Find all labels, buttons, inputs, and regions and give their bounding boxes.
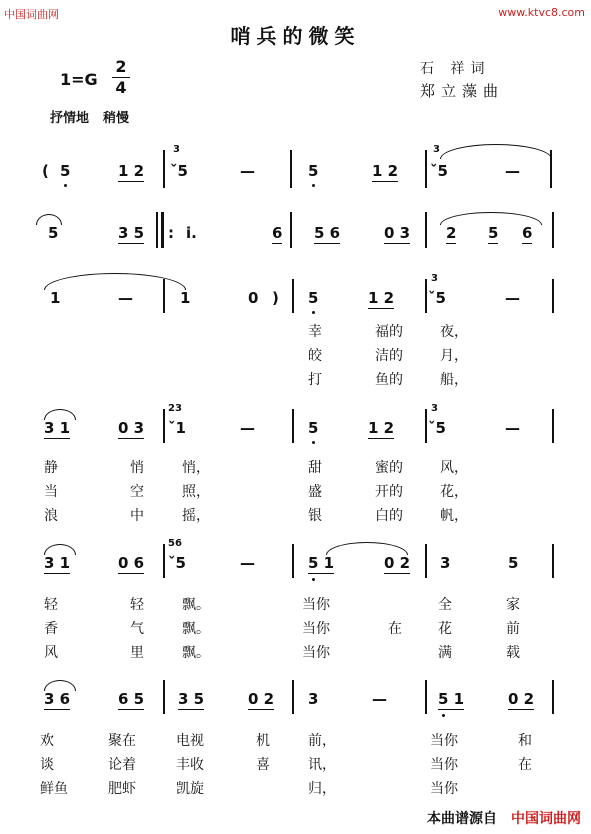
lyric: 在 xyxy=(388,621,402,637)
note: 6 xyxy=(522,224,533,242)
note-group: 0 2 xyxy=(508,690,535,708)
grace-note: 56 xyxy=(168,538,182,549)
low-dot xyxy=(64,184,67,187)
lyric: 悄 xyxy=(130,460,144,476)
barline xyxy=(425,212,427,248)
lyric: 凯旋 xyxy=(176,781,204,797)
lyric: 里 xyxy=(130,645,144,661)
barline xyxy=(290,150,292,188)
note-group: 3 5 xyxy=(178,690,205,708)
lyric: 电视 xyxy=(176,733,204,749)
note-group: 6 5 xyxy=(118,690,145,708)
barline-thick xyxy=(161,212,164,248)
lyric: 蜜的 xyxy=(375,460,403,476)
score-row-5 xyxy=(0,540,591,660)
lyric: 气 xyxy=(130,621,144,637)
grace-note: 23 xyxy=(168,403,182,414)
low-dot xyxy=(312,578,315,581)
lyric: 花 xyxy=(438,621,452,637)
barline xyxy=(425,150,427,188)
lyric: 欢 xyxy=(40,733,54,749)
lyric: 谈 xyxy=(40,757,54,773)
score-row-3 xyxy=(0,273,591,388)
note-group: 1 2 xyxy=(368,289,395,307)
note-group: 0 6 xyxy=(118,554,145,572)
lyric: 前， xyxy=(308,733,336,749)
barline xyxy=(163,279,165,313)
low-dot xyxy=(442,714,445,717)
low-dot xyxy=(312,184,315,187)
open-paren: ( xyxy=(42,162,49,180)
note-group: 5 6 xyxy=(314,224,341,242)
lyric: 照， xyxy=(182,484,210,500)
grace-note: 3 xyxy=(433,144,440,155)
note-group: 3 1 xyxy=(44,419,71,437)
barline xyxy=(163,544,165,578)
note: ˇ5 xyxy=(168,554,186,572)
note: 2 xyxy=(446,224,457,242)
lyric: 飘。 xyxy=(182,597,210,613)
barline xyxy=(552,544,554,578)
lyric: 鱼的 xyxy=(375,372,403,388)
dash: — xyxy=(240,554,255,572)
barline xyxy=(156,212,158,248)
lyric: 悄， xyxy=(182,460,210,476)
dash: — xyxy=(240,162,255,180)
repeat-sign: : xyxy=(168,224,174,242)
barline xyxy=(163,680,165,714)
low-dot xyxy=(312,311,315,314)
footer-credit xyxy=(427,808,581,828)
dash: — xyxy=(240,419,255,437)
barline xyxy=(292,279,294,313)
note-group: 0 3 xyxy=(118,419,145,437)
lyric: 机 xyxy=(256,733,270,749)
lyric: 归， xyxy=(308,781,336,797)
lyric: 鲜鱼 xyxy=(40,781,68,797)
watermark-right: www.ktvc8.com xyxy=(498,6,585,19)
lyric: 花， xyxy=(440,484,468,500)
note-group: 0 3 xyxy=(384,224,411,242)
watermark-left: 中国词曲网 xyxy=(4,8,59,21)
lyric: 轻 xyxy=(130,597,144,613)
note: ˇ5 xyxy=(428,289,446,307)
note: 1 xyxy=(50,289,61,307)
dash: — xyxy=(505,289,520,307)
barline xyxy=(550,150,552,188)
rest: 0 xyxy=(248,289,259,307)
note: 5 xyxy=(48,224,59,242)
note-group: 5 1 xyxy=(308,554,335,572)
lyric: 香 xyxy=(44,621,58,637)
barline xyxy=(163,409,165,443)
lyric: 飘。 xyxy=(182,621,210,637)
barline xyxy=(552,279,554,313)
lyric: 当你 xyxy=(302,597,330,613)
time-signature xyxy=(112,58,130,97)
footer-source: 本曲谱源自 xyxy=(427,811,497,827)
note: ˇ5 xyxy=(170,162,188,180)
barline xyxy=(552,212,554,248)
lyric: 夜， xyxy=(440,324,468,340)
barline xyxy=(290,212,292,248)
dash: — xyxy=(505,162,520,180)
note: 5 xyxy=(308,289,319,307)
barline xyxy=(292,680,294,714)
lyric: 肥虾 xyxy=(108,781,136,797)
lyric: 论着 xyxy=(108,757,136,773)
lyric: 银 xyxy=(308,508,322,524)
barline xyxy=(425,409,427,443)
note-group: 0 2 xyxy=(384,554,411,572)
barline xyxy=(292,544,294,578)
lyricist-credit: 石 祥词 xyxy=(420,61,491,77)
lyric: 在 xyxy=(518,757,532,773)
note-group: 5 1 xyxy=(438,690,465,708)
note-group: 3 6 xyxy=(44,690,71,708)
note-group: 0 2 xyxy=(248,690,275,708)
grace-note: 3 xyxy=(173,144,180,155)
note: ˇ5 xyxy=(428,419,446,437)
note-group: 3 5 xyxy=(118,224,145,242)
barline xyxy=(425,544,427,578)
lyric: 幸 xyxy=(308,324,322,340)
note-group: 3 1 xyxy=(44,554,71,572)
lyric: 开的 xyxy=(375,484,403,500)
note: 3 xyxy=(440,554,451,572)
tie xyxy=(440,144,552,159)
lyric: 满 xyxy=(438,645,452,661)
tempo-speed: 稍慢 xyxy=(103,111,130,126)
lyric: 喜 xyxy=(256,757,270,773)
lyric: 全 xyxy=(438,597,452,613)
lyric: 浪 xyxy=(44,508,58,524)
lyric: 白的 xyxy=(375,508,403,524)
lyric: 载 xyxy=(506,645,520,661)
lyric: 静 xyxy=(44,460,58,476)
lyric: 月， xyxy=(440,348,468,364)
lyric: 风 xyxy=(44,645,58,661)
note: ˇ1 xyxy=(168,419,186,437)
key-signature: 1=G xyxy=(60,70,98,89)
score-row-2 xyxy=(0,212,591,262)
lyric: 皎 xyxy=(308,348,322,364)
lyric: 当你 xyxy=(302,621,330,637)
note-group: 1 2 xyxy=(368,419,395,437)
note: i. xyxy=(186,224,197,242)
lyric: 摇， xyxy=(182,508,210,524)
close-paren: ) xyxy=(272,289,279,307)
song-title: 哨兵的微笑 xyxy=(230,24,361,48)
composer-credit: 郑立藻曲 xyxy=(420,82,505,100)
lyric: 当你 xyxy=(430,781,458,797)
lyric: 帆， xyxy=(440,508,468,524)
barline xyxy=(552,409,554,443)
tempo-mood: 抒情地 xyxy=(50,111,90,126)
note: 5 xyxy=(308,419,319,437)
barline xyxy=(552,680,554,714)
barline xyxy=(292,409,294,443)
note: 5 xyxy=(60,162,71,180)
lyric: 家 xyxy=(506,597,520,613)
note: 5 xyxy=(508,554,519,572)
lyric: 讯， xyxy=(308,757,336,773)
score-row-1 xyxy=(0,144,591,200)
time-bottom: 4 xyxy=(115,78,127,97)
low-dot xyxy=(312,441,315,444)
dash: — xyxy=(505,419,520,437)
lyric: 当你 xyxy=(302,645,330,661)
note-group: 1 2 xyxy=(372,162,399,180)
note: 1 xyxy=(180,289,191,307)
lyric: 当你 xyxy=(430,757,458,773)
dash: — xyxy=(372,690,387,708)
lyric: 丰收 xyxy=(176,757,204,773)
note: ˇ5 xyxy=(430,162,448,180)
note: 5 xyxy=(488,224,499,242)
lyric: 飘。 xyxy=(182,645,210,661)
barline xyxy=(425,279,427,313)
note: 3 xyxy=(308,690,319,708)
tempo-marking xyxy=(50,107,129,126)
lyric: 风， xyxy=(440,460,468,476)
lyric: 当你 xyxy=(430,733,458,749)
grace-note: 3 xyxy=(431,403,438,414)
lyric: 船， xyxy=(440,372,468,388)
grace-note: 3 xyxy=(431,273,438,284)
lyric: 和 xyxy=(518,733,532,749)
lyric: 当 xyxy=(44,484,58,500)
barline xyxy=(163,150,165,188)
lyric: 福的 xyxy=(375,324,403,340)
lyric: 盛 xyxy=(308,484,322,500)
score-row-6 xyxy=(0,676,591,796)
lyric: 中 xyxy=(130,508,144,524)
time-top: 2 xyxy=(115,57,127,76)
lyric: 聚在 xyxy=(108,733,136,749)
note: 5 xyxy=(308,162,319,180)
lyric: 前 xyxy=(506,621,520,637)
barline xyxy=(425,680,427,714)
lyric: 洁的 xyxy=(375,348,403,364)
note-group: 1 2 xyxy=(118,162,145,180)
lyric: 打 xyxy=(308,372,322,388)
score-row-4 xyxy=(0,405,591,525)
note: 6 xyxy=(272,224,283,242)
lyric: 轻 xyxy=(44,597,58,613)
lyric: 空 xyxy=(130,484,144,500)
tie xyxy=(44,273,186,290)
dash: — xyxy=(118,289,133,307)
footer-site-link[interactable]: 中国词曲网 xyxy=(511,811,581,827)
lyric: 甜 xyxy=(308,460,322,476)
